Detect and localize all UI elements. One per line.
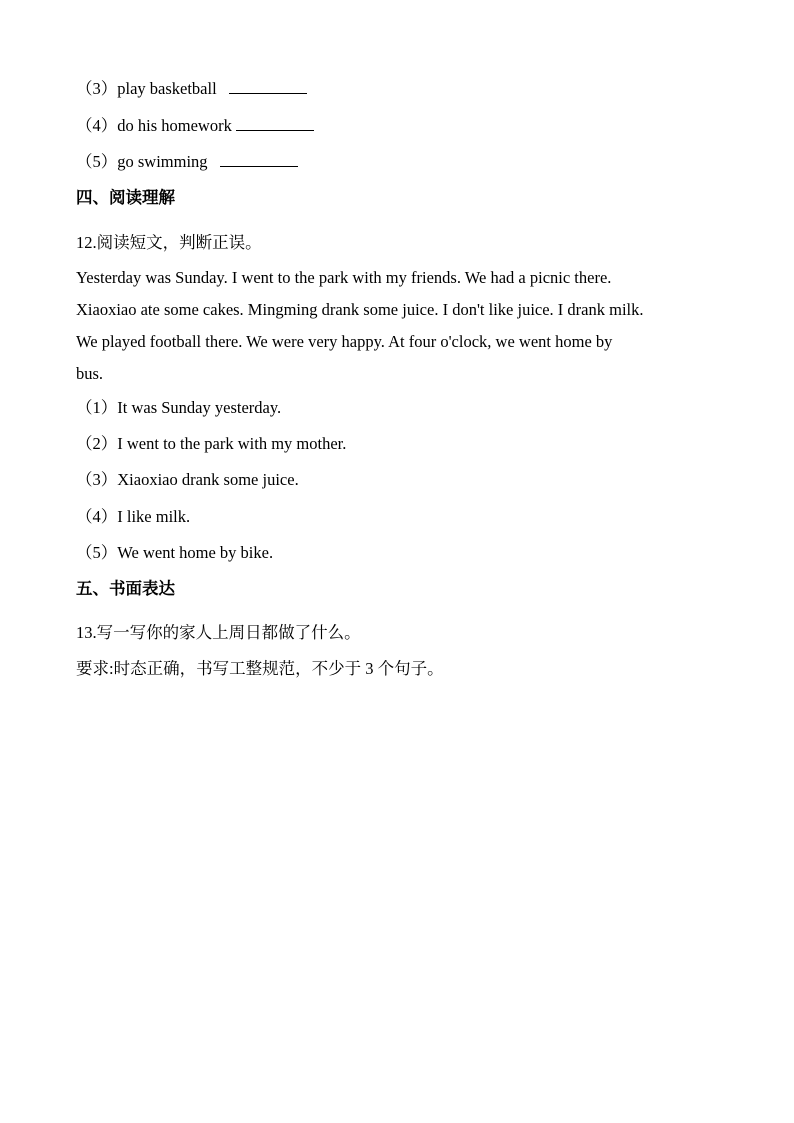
- statement-text: I like milk.: [117, 507, 191, 526]
- item-text: play basketball: [117, 79, 217, 98]
- statement-text: It was Sunday yesterday.: [117, 398, 282, 417]
- statement-text: I went to the park with my mother.: [117, 434, 347, 453]
- item-number: （1）: [76, 398, 118, 417]
- exercise-item-5: [76, 152, 298, 172]
- question-12-title: 12.阅读短文，判断正误。: [76, 233, 262, 252]
- answer-blank[interactable]: [236, 116, 314, 131]
- exercise-item-4: [76, 116, 314, 136]
- item-number: （3）: [76, 79, 118, 98]
- statement-text: We went home by bike.: [117, 543, 274, 562]
- passage-line: Xiaoxiao ate some cakes. Mingming drank some juice. I don't like juice. I drank milk.: [76, 300, 644, 319]
- item-text: do his homework: [117, 116, 232, 135]
- statement-text: Xiaoxiao drank some juice.: [117, 470, 299, 489]
- passage-line: bus.: [76, 364, 104, 383]
- item-number: （5）: [76, 543, 118, 562]
- answer-blank[interactable]: [229, 79, 307, 94]
- question-13-title: 13.写一写你的家人上周日都做了什么。: [76, 623, 361, 642]
- statement-2: [76, 434, 346, 454]
- passage-line: Yesterday was Sunday. I went to the park with my friends. We had a picnic there.: [76, 268, 612, 287]
- section-heading-reading: 四、阅读理解: [76, 188, 175, 207]
- item-number: （5）: [76, 152, 118, 171]
- statement-1: [76, 398, 281, 418]
- item-number: （3）: [76, 470, 118, 489]
- answer-blank[interactable]: [220, 152, 298, 167]
- question-13-requirement: 要求:时态正确，书写工整规范，不少于 3 个句子。: [76, 659, 444, 678]
- statement-5: [76, 543, 273, 563]
- statement-4: [76, 507, 190, 527]
- section-heading-writing: 五、书面表达: [76, 579, 175, 598]
- statement-3: [76, 470, 299, 490]
- item-number: （4）: [76, 116, 118, 135]
- item-text: go swimming: [117, 152, 208, 171]
- passage-line: We played football there. We were very happy. At four o'clock, we went home by: [76, 332, 613, 351]
- item-number: （2）: [76, 434, 118, 453]
- exercise-item-3: [76, 79, 307, 99]
- reading-passage: [76, 262, 721, 390]
- item-number: （4）: [76, 507, 118, 526]
